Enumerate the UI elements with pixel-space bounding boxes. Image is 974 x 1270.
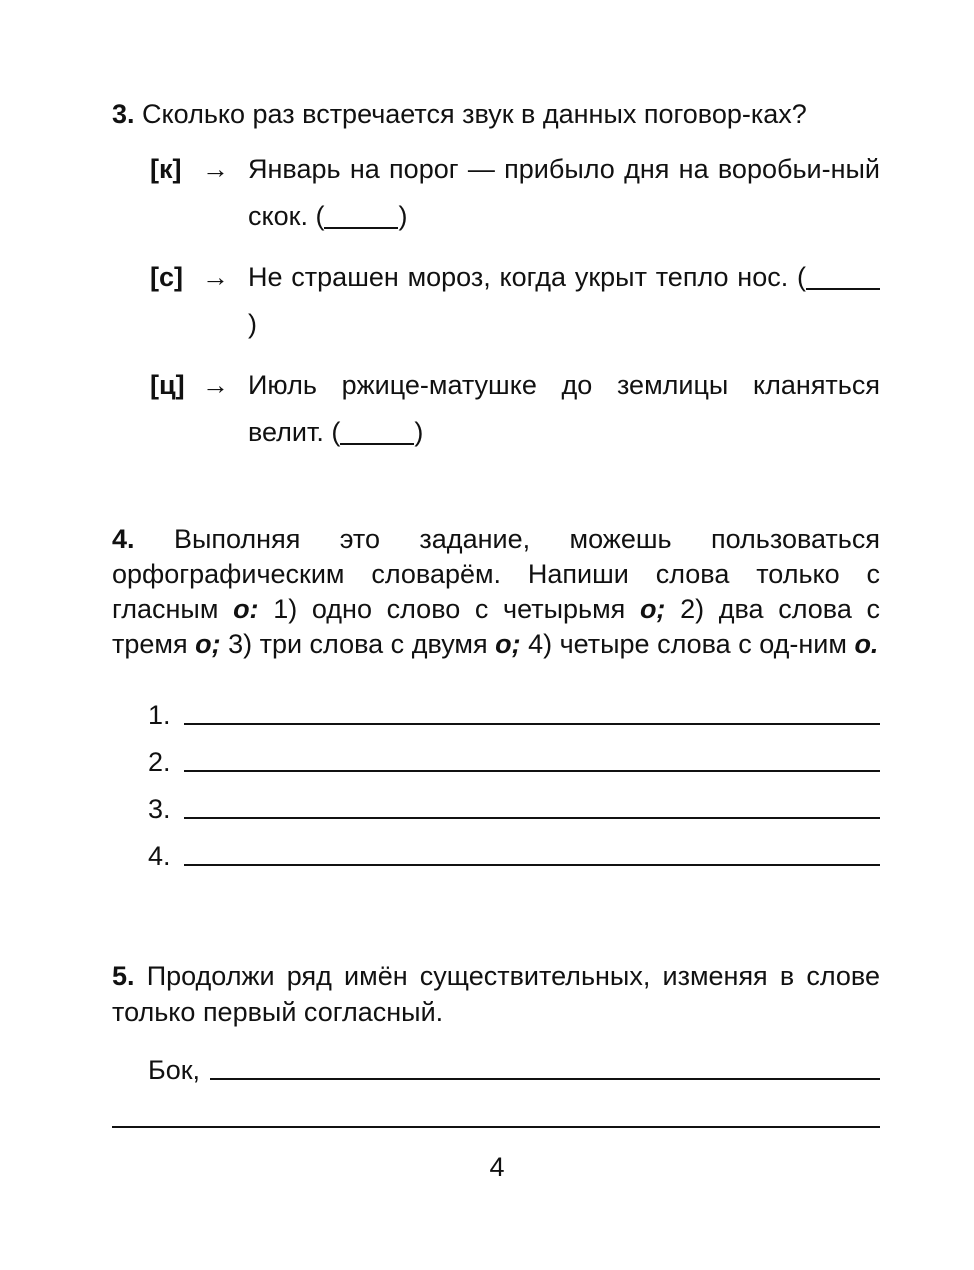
answer-blank[interactable] <box>340 415 414 445</box>
task-question: Сколько раз встречается звук в данных поговор-ках? <box>142 99 807 129</box>
sound-label: [ц] <box>150 370 185 400</box>
saying-close: ) <box>248 309 257 339</box>
series-start-word: Бок, <box>148 1055 201 1085</box>
sound-label: [к] <box>150 154 182 184</box>
prompt-text: 3) три слова с двумя <box>220 629 496 659</box>
saying-ts <box>112 362 880 456</box>
saying-text: Не страшен мороз, когда укрыт тепло нос. ( <box>248 262 806 292</box>
arrow-icon: → <box>202 154 229 184</box>
arrow-icon: → <box>202 262 229 292</box>
vowel-o: о. <box>854 629 879 659</box>
answer-line[interactable] <box>184 864 880 866</box>
answer-number: 3. <box>148 794 171 824</box>
saying-close: ) <box>414 417 424 447</box>
saying-text: Июль ржице-матушке до землицы кланяться велит. ( <box>248 370 880 447</box>
answer-line[interactable] <box>184 770 880 772</box>
task-5-prompt <box>112 958 880 1030</box>
task-number: 5. <box>112 961 135 991</box>
word-series <box>112 1052 880 1088</box>
task-question: Продолжи ряд имён существительных, изменяя в слове только первый согласный. <box>112 961 880 1027</box>
task-3 <box>112 96 880 456</box>
answer-line-full[interactable] <box>112 1126 880 1128</box>
answer-row-1 <box>148 686 880 733</box>
vowel-o: о: <box>233 594 259 624</box>
answer-blank[interactable] <box>324 199 398 229</box>
prompt-text: 1) одно слово с четырьмя <box>258 594 640 624</box>
answer-row-4 <box>148 827 880 874</box>
answer-line[interactable] <box>184 723 880 725</box>
answer-number: 2. <box>148 747 171 777</box>
prompt-text: 4) четыре слова с од-ним <box>520 629 855 659</box>
arrow-icon: → <box>202 370 229 400</box>
answer-number: 4. <box>148 841 171 871</box>
task-number: 3. <box>112 99 135 129</box>
task-4-prompt <box>112 522 880 662</box>
vowel-o: о; <box>195 629 221 659</box>
prompt-text: Выполняя это задание, можешь пользоваться орфографическим словарём. Напиши слова только с гласным <box>112 524 880 624</box>
answer-blank[interactable] <box>806 260 880 290</box>
answer-row-3 <box>148 780 880 827</box>
answer-list <box>112 686 880 874</box>
saying-k <box>112 146 880 240</box>
vowel-o: о; <box>639 594 666 624</box>
task-number: 4. <box>112 524 135 554</box>
saying-close: ) <box>398 201 408 231</box>
page-number: 4 <box>489 1152 505 1182</box>
saying-s <box>112 254 880 348</box>
vowel-o: о; <box>495 629 521 659</box>
answer-row-2 <box>148 733 880 780</box>
task-3-prompt <box>112 96 880 132</box>
prompt-text: 2) два слова с тремя <box>112 594 880 659</box>
answer-number: 1. <box>148 700 171 730</box>
saying-text: Январь на порог — прибыло дня на воробьи-ный скок. ( <box>248 154 880 231</box>
answer-line[interactable] <box>184 817 880 819</box>
task-4 <box>112 522 880 874</box>
task-5 <box>112 958 880 1128</box>
sound-label: [с] <box>150 262 183 292</box>
answer-line[interactable] <box>210 1078 880 1080</box>
